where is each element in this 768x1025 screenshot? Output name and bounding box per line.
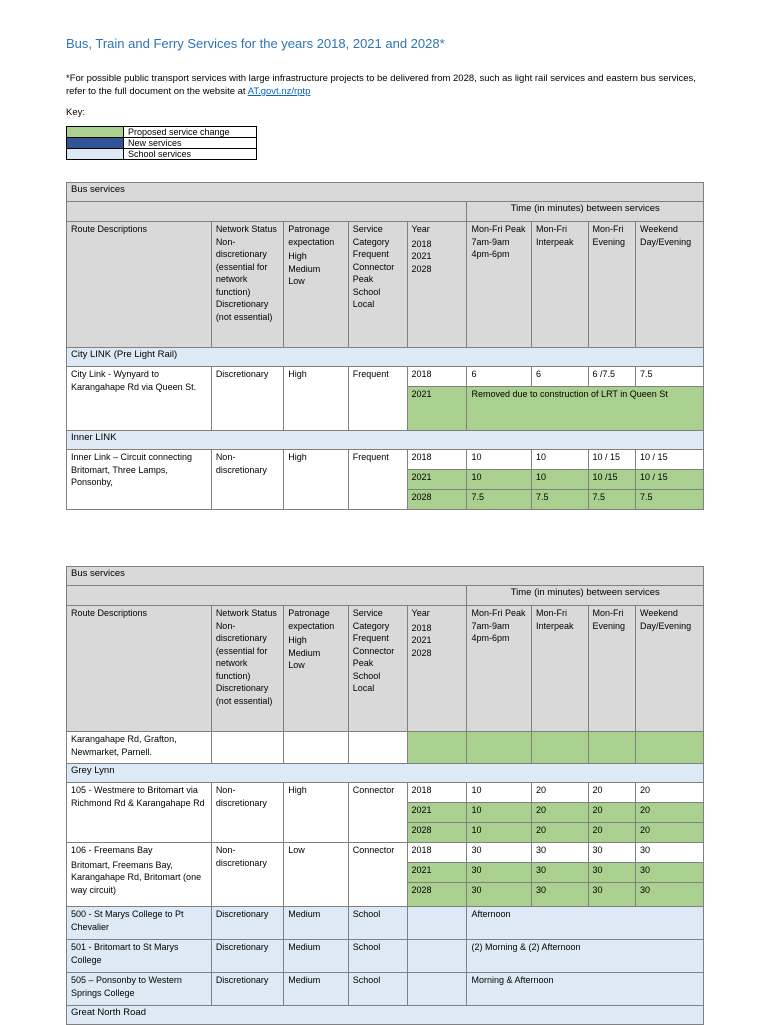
route-cell: 106 - Freemans Bay Britomart, Freemans Bay, Karangahape Rd, Britomart (one way circuit) (67, 843, 212, 907)
weekend-header: Weekend Day/Evening (636, 222, 704, 348)
status-cell: Non-discretionary (211, 843, 283, 907)
peak-cell: 30 (467, 883, 531, 907)
route-header: Route Descriptions (67, 606, 212, 732)
key-label: Key: (66, 107, 86, 118)
group-row-grey-lynn: Grey Lynn (67, 764, 704, 783)
section-header: Bus services (67, 183, 704, 202)
group-row-citylink: City LINK (Pre Light Rail) (67, 348, 704, 367)
status-cell: Discretionary (211, 973, 283, 1006)
interpeak-cell: 20 (531, 783, 588, 803)
weekend-cell: 30 (636, 863, 704, 883)
year-cell: 2028 (407, 490, 467, 510)
time-header: Time (in minutes) between services (467, 202, 704, 222)
peak-header: Mon-Fri Peak 7am-9am 4pm-6pm (467, 606, 531, 732)
key-item: New services (124, 138, 257, 149)
evening-cell: 20 (588, 803, 636, 823)
section-header: Bus services (67, 567, 704, 586)
year-cell: 2028 (407, 823, 467, 843)
route-cell: 505 – Ponsonby to Western Springs College (67, 973, 212, 1006)
peak-cell: 30 (467, 843, 531, 863)
evening-cell: 20 (588, 783, 636, 803)
year-cell: 2028 (407, 883, 467, 907)
route-cell: Inner Link – Circuit connecting Britomart, Three Lamps, Ponsonby, (67, 450, 212, 510)
category-cell: Frequent (348, 450, 407, 510)
patronage-cell: High (284, 783, 348, 843)
page-title: Bus, Train and Ferry Services for the years 2018, 2021 and 2028* (66, 36, 445, 51)
status-cell: Discretionary (211, 367, 283, 431)
bus-services-table-1 (66, 182, 704, 510)
evening-cell: 6 /7.5 (588, 367, 636, 387)
patronage-cell: Medium (284, 973, 348, 1006)
route-cell: 501 - Britomart to St Marys College (67, 940, 212, 973)
category-cell: School (348, 907, 407, 940)
interpeak-header: Mon-Fri Interpeak (531, 606, 588, 732)
key-swatch-proposed (67, 127, 124, 138)
key-item: School services (124, 149, 257, 160)
weekend-header: Weekend Day/Evening (636, 606, 704, 732)
bus-services-table-2 (66, 566, 704, 1025)
table-row (67, 367, 704, 387)
status-cell: Non-discretionary (211, 450, 283, 510)
interpeak-cell: 10 (531, 470, 588, 490)
interpeak-cell: 30 (531, 843, 588, 863)
peak-cell: 7.5 (467, 490, 531, 510)
peak-cell: 10 (467, 450, 531, 470)
year-cell: 2021 (407, 387, 467, 431)
group-row-great-north-road: Great North Road (67, 1006, 704, 1025)
website-link[interactable]: AT.govt.nz/rptp (247, 86, 311, 97)
year-cell: 2018 (407, 783, 467, 803)
peak-cell: 10 (467, 803, 531, 823)
year-header: Year 2018 2021 2028 (407, 222, 467, 348)
category-cell: Connector (348, 843, 407, 907)
peak-cell: 30 (467, 863, 531, 883)
category-header: Service Category Frequent Connector Peak School Local (348, 606, 407, 732)
status-cell: Non-discretionary (211, 783, 283, 843)
evening-cell: 20 (588, 823, 636, 843)
weekend-cell: 20 (636, 783, 704, 803)
route-cell: 500 - St Marys College to Pt Chevalier (67, 907, 212, 940)
route-cell: City Link - Wynyard to Karangahape Rd via Queen St. (67, 367, 212, 431)
year-cell: 2018 (407, 843, 467, 863)
peak-cell: 10 (467, 783, 531, 803)
evening-header: Mon-Fri Evening (588, 606, 636, 732)
category-cell: School (348, 973, 407, 1006)
peak-cell: 10 (467, 470, 531, 490)
evening-cell: 7.5 (588, 490, 636, 510)
category-cell: School (348, 940, 407, 973)
status-cell: Discretionary (211, 940, 283, 973)
table-row (67, 732, 704, 764)
category-cell: Connector (348, 783, 407, 843)
evening-header: Mon-Fri Evening (588, 222, 636, 348)
evening-cell: 30 (588, 883, 636, 907)
footnote-text: *For possible public transport services with large infrastructure projects to be delivered from 2028, such as light rail services and eastern bus services, refer to the full document on the website at (66, 73, 696, 97)
table-row (67, 783, 704, 803)
interpeak-cell: 20 (531, 823, 588, 843)
evening-cell: 10 /15 (588, 470, 636, 490)
weekend-cell: 7.5 (636, 490, 704, 510)
patronage-cell: High (284, 367, 348, 431)
patronage-cell: Medium (284, 907, 348, 940)
footnote (66, 72, 716, 98)
evening-cell: 30 (588, 863, 636, 883)
time-header: Time (in minutes) between services (467, 586, 704, 606)
key-swatch-new (67, 138, 124, 149)
peak-cell: 6 (467, 367, 531, 387)
group-row-innerlink: Inner LINK (67, 431, 704, 450)
evening-cell: 30 (588, 843, 636, 863)
interpeak-cell: 30 (531, 863, 588, 883)
route-cell: Karangahape Rd, Grafton, Newmarket, Parnell. (67, 732, 212, 764)
route-header: Route Descriptions (67, 222, 212, 348)
evening-cell: 10 / 15 (588, 450, 636, 470)
interpeak-cell: 10 (531, 450, 588, 470)
interpeak-header: Mon-Fri Interpeak (531, 222, 588, 348)
school-times-cell: Morning & Afternoon (467, 973, 704, 1006)
route-cell: 105 - Westmere to Britomart via Richmond Rd & Karangahape Rd (67, 783, 212, 843)
interpeak-cell: 6 (531, 367, 588, 387)
patronage-cell: High (284, 450, 348, 510)
interpeak-cell: 7.5 (531, 490, 588, 510)
year-cell: 2018 (407, 367, 467, 387)
key-swatch-school (67, 149, 124, 160)
year-header: Year 2018 2021 2028 (407, 606, 467, 732)
category-header: Service Category Frequent Connector Peak School Local (348, 222, 407, 348)
interpeak-cell: 30 (531, 883, 588, 907)
patronage-header: Patronage expectation High Medium Low (284, 222, 348, 348)
table-row (67, 907, 704, 940)
interpeak-cell: 20 (531, 803, 588, 823)
weekend-cell: 30 (636, 883, 704, 907)
year-cell: 2021 (407, 470, 467, 490)
patronage-cell: Medium (284, 940, 348, 973)
category-cell: Frequent (348, 367, 407, 431)
removed-note-cell: Removed due to construction of LRT in Queen St (467, 387, 704, 431)
network-header: Network Status Non-discretionary (essential for network function) Discretionary (not essential) (211, 606, 283, 732)
table-row (67, 450, 704, 470)
key-table (66, 126, 257, 160)
weekend-cell: 10 / 15 (636, 450, 704, 470)
weekend-cell: 20 (636, 823, 704, 843)
school-times-cell: (2) Morning & (2) Afternoon (467, 940, 704, 973)
table-row (67, 940, 704, 973)
year-cell: 2021 (407, 803, 467, 823)
weekend-cell: 30 (636, 843, 704, 863)
patronage-cell: Low (284, 843, 348, 907)
weekend-cell: 10 / 15 (636, 470, 704, 490)
network-header: Network Status Non-discretionary (essential for network function) Discretionary (not essential) (211, 222, 283, 348)
year-cell: 2021 (407, 863, 467, 883)
key-item: Proposed service change (124, 127, 257, 138)
weekend-cell: 20 (636, 803, 704, 823)
peak-cell: 10 (467, 823, 531, 843)
status-cell: Discretionary (211, 907, 283, 940)
weekend-cell: 7.5 (636, 367, 704, 387)
peak-header: Mon-Fri Peak 7am-9am 4pm-6pm (467, 222, 531, 348)
year-cell: 2018 (407, 450, 467, 470)
patronage-header: Patronage expectation High Medium Low (284, 606, 348, 732)
school-times-cell: Afternoon (467, 907, 704, 940)
table-row (67, 843, 704, 863)
table-row (67, 973, 704, 1006)
